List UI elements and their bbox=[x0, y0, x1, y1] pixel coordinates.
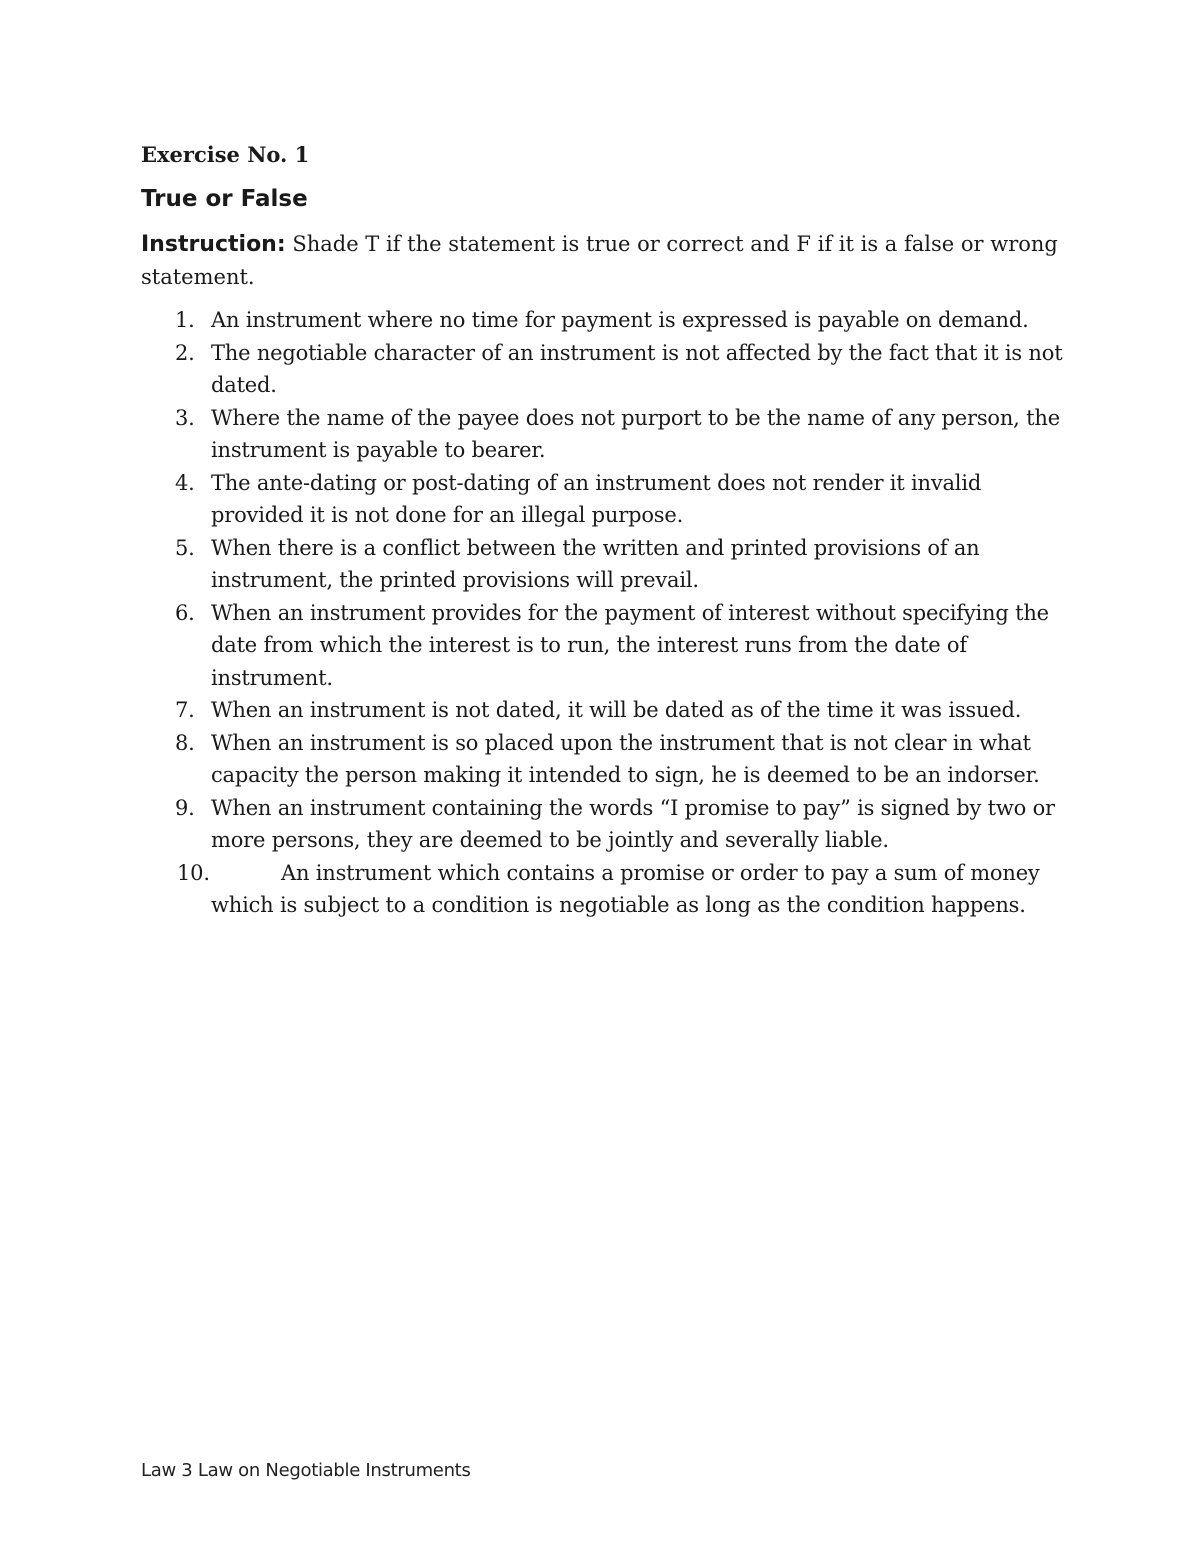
list-item bbox=[141, 597, 1066, 695]
item-number: 7. bbox=[175, 698, 195, 722]
section-title: True or False bbox=[141, 186, 308, 212]
item-text: When an instrument is so placed upon the instrument that is not clear in what capacity the person making it intended to sign, he is deemed to be an indorser. bbox=[211, 730, 1040, 787]
list-item bbox=[141, 337, 1066, 402]
list-item bbox=[141, 402, 1066, 467]
list-item bbox=[141, 857, 1066, 922]
item-number: 9. bbox=[175, 795, 195, 820]
item-text: When there is a conflict between the written and printed provisions of an instrument, the printed provisions will prevail. bbox=[211, 535, 980, 592]
item-number: 3. bbox=[175, 405, 195, 430]
list-item bbox=[141, 792, 1066, 857]
item-number: 6. bbox=[175, 600, 195, 625]
page-footer: Law 3 Law on Negotiable Instruments bbox=[141, 1460, 471, 1481]
instruction-text: Shade T if the statement is true or correct and F if it is a false or wrong statement. bbox=[141, 232, 1058, 289]
list-item bbox=[141, 727, 1066, 792]
item-text: Where the name of the payee does not purport to be the name of any person, the instrument is payable to bearer. bbox=[211, 405, 1060, 462]
instruction-label: Instruction: bbox=[141, 232, 286, 257]
list-item bbox=[141, 304, 1066, 337]
list-item bbox=[141, 532, 1066, 597]
item-text: The negotiable character of an instrument is not affected by the fact that it is not dated. bbox=[211, 340, 1063, 397]
item-number: 10. bbox=[177, 860, 210, 885]
item-text: When an instrument is not dated, it will be dated as of the time it was issued. bbox=[211, 698, 1022, 722]
item-text: When an instrument containing the words “I promise to pay” is signed by two or more persons, they are deemed to be jointly and severally liable. bbox=[211, 795, 1055, 852]
statement-list bbox=[141, 304, 1066, 922]
item-number: 1. bbox=[175, 308, 195, 332]
document-body bbox=[141, 140, 1066, 922]
item-number: 2. bbox=[175, 340, 195, 365]
item-text: An instrument which contains a promise or order to pay a sum of money which is subject to a condition is negotiable as long as the condition happens. bbox=[211, 860, 1040, 917]
exercise-title: Exercise No. 1 bbox=[141, 142, 310, 167]
item-text: When an instrument provides for the payment of interest without specifying the date from which the interest is to run, the interest runs from the date of instrument. bbox=[211, 600, 1049, 690]
instruction-paragraph bbox=[141, 228, 1066, 294]
item-number: 5. bbox=[175, 535, 195, 560]
list-item bbox=[141, 694, 1066, 727]
item-number: 8. bbox=[175, 730, 195, 755]
list-item bbox=[141, 467, 1066, 532]
item-number: 4. bbox=[175, 470, 195, 495]
item-text: An instrument where no time for payment is expressed is payable on demand. bbox=[211, 308, 1029, 332]
item-text: The ante-dating or post-dating of an instrument does not render it invalid provided it is not done for an illegal purpose. bbox=[211, 470, 982, 527]
